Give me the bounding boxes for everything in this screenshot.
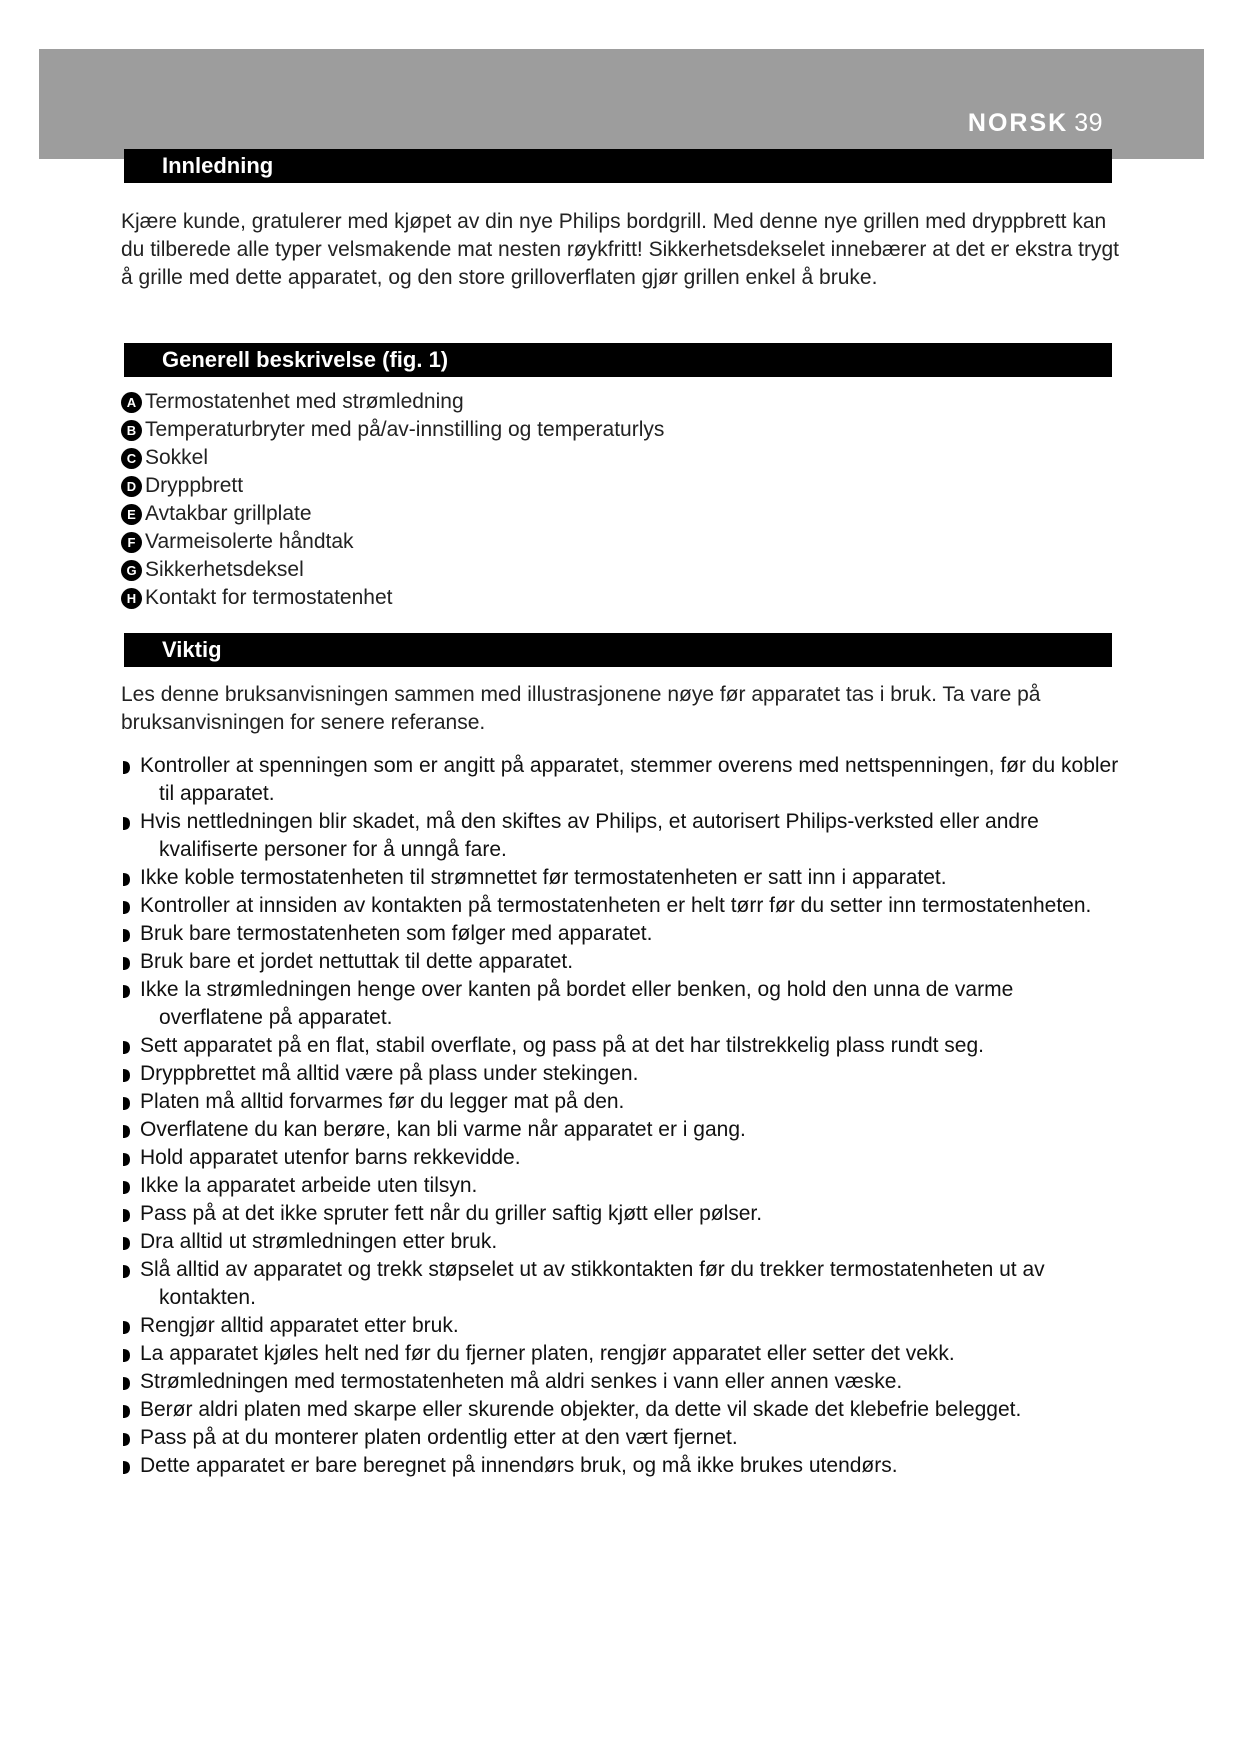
- bullet-icon: [123, 873, 130, 886]
- bullet-icon: [123, 1405, 130, 1418]
- bullet-text: Dryppbrettet må alltid være på plass under stekingen.: [140, 1062, 639, 1085]
- part-letter-badge: F: [121, 532, 142, 553]
- bullet-text: Kontroller at innsiden av kontakten på termostatenheten er helt tørr før du setter inn termostatenheten.: [140, 894, 1092, 917]
- bullet-text: Ikke la apparatet arbeide uten tilsyn.: [140, 1174, 478, 1197]
- list-item: [121, 1144, 1121, 1172]
- part-letter-badge: C: [121, 448, 142, 469]
- bullet-icon: [123, 1097, 130, 1110]
- list-item: [121, 1228, 1121, 1256]
- bullet-icon: [123, 1181, 130, 1194]
- section-heading-description: Generell beskrivelse (fig. 1): [124, 343, 1112, 377]
- bullet-icon: [123, 1461, 130, 1474]
- bullet-icon: [123, 1125, 130, 1138]
- list-item: [121, 864, 1121, 892]
- parts-list: [121, 388, 664, 612]
- list-item: [121, 1088, 1121, 1116]
- bullet-icon: [123, 1041, 130, 1054]
- list-item: [121, 752, 1121, 808]
- bullet-icon: [123, 1153, 130, 1166]
- header-band: [39, 49, 1204, 159]
- list-item: [121, 1368, 1121, 1396]
- part-letter-badge: A: [121, 392, 142, 413]
- part-label: Dryppbrett: [145, 474, 244, 497]
- list-item: [121, 528, 664, 556]
- list-item: [121, 892, 1121, 920]
- bullet-icon: [123, 985, 130, 998]
- part-letter-badge: B: [121, 420, 142, 441]
- bullet-icon: [123, 929, 130, 942]
- bullet-text: Sett apparatet på en flat, stabil overflate, og pass på at det har tilstrekkelig plass rundt seg.: [140, 1034, 984, 1057]
- bullet-icon: [123, 1433, 130, 1446]
- bullet-text: Pass på at det ikke spruter fett når du griller saftig kjøtt eller pølser.: [140, 1202, 763, 1225]
- bullet-text: Rengjør alltid apparatet etter bruk.: [140, 1314, 459, 1337]
- list-item: [121, 1060, 1121, 1088]
- bullet-text: Hold apparatet utenfor barns rekkevidde.: [140, 1146, 521, 1169]
- list-item: [121, 416, 664, 444]
- part-label: Sikkerhetsdeksel: [145, 558, 304, 581]
- list-item: [121, 1424, 1121, 1452]
- list-item: [121, 976, 1121, 1032]
- bullet-text: Overflatene du kan berøre, kan bli varme når apparatet er i gang.: [140, 1118, 746, 1141]
- bullet-text: Dra alltid ut strømledningen etter bruk.: [140, 1230, 498, 1253]
- bullet-text: Berør aldri platen med skarpe eller skurende objekter, da dette vil skade det klebefrie belegget.: [140, 1398, 1022, 1421]
- list-item: [121, 1172, 1121, 1200]
- list-item: [121, 388, 664, 416]
- bullet-text: La apparatet kjøles helt ned før du fjerner platen, rengjør apparatet eller setter det vekk.: [140, 1342, 955, 1365]
- safety-bullet-list: [121, 752, 1121, 1480]
- bullet-icon: [123, 1321, 130, 1334]
- bullet-text: Platen må alltid forvarmes før du legger mat på den.: [140, 1090, 625, 1113]
- list-item: [121, 444, 664, 472]
- list-item: [121, 1200, 1121, 1228]
- list-item: [121, 1256, 1121, 1312]
- list-item: [121, 1312, 1121, 1340]
- bullet-text: Bruk bare termostatenheten som følger med apparatet.: [140, 922, 653, 945]
- bullet-icon: [123, 1209, 130, 1222]
- list-item: [121, 1116, 1121, 1144]
- important-paragraph: Les denne bruksanvisningen sammen med illustrasjonene nøye før apparatet tas i bruk. Ta vare på bruksanvisningen for senere referanse.: [121, 683, 1041, 734]
- part-letter-badge: G: [121, 560, 142, 581]
- page-number: 39: [1074, 109, 1103, 137]
- list-item: [121, 920, 1121, 948]
- bullet-text: Pass på at du monterer platen ordentlig etter at den vært fjernet.: [140, 1426, 738, 1449]
- bullet-icon: [123, 1377, 130, 1390]
- bullet-icon: [123, 1265, 130, 1278]
- list-item: [121, 584, 664, 612]
- list-item: [121, 1340, 1121, 1368]
- list-item: [121, 948, 1121, 976]
- part-label: Termostatenhet med strømledning: [145, 390, 464, 413]
- part-label: Avtakbar grillplate: [145, 502, 312, 525]
- intro-paragraph: Kjære kunde, gratulerer med kjøpet av din nye Philips bordgrill. Med denne nye grillen med dryppbrett kan du tilberede alle typer velsmakende mat nesten røykfritt! Sikkerhetsdekselet innebærer at det er ekstra trygt å grille med dette apparatet, og den store grilloverflaten gjør grillen enkel å bruke.: [121, 210, 1119, 289]
- bullet-text: Hvis nettledningen blir skadet, må den skiftes av Philips, et autorisert Philips-verksted eller andre kvalifiserte personer for å unngå fare.: [140, 810, 1039, 861]
- bullet-text: Slå alltid av apparatet og trekk støpselet ut av stikkontakten før du trekker termostatenheten ut av kontakten.: [140, 1258, 1045, 1309]
- bullet-text: Strømledningen med termostatenheten må aldri senkes i vann eller annen væske.: [140, 1370, 903, 1393]
- part-label: Varmeisolerte håndtak: [145, 530, 354, 553]
- bullet-text: Bruk bare et jordet nettuttak til dette apparatet.: [140, 950, 574, 973]
- bullet-text: Kontroller at spenningen som er angitt på apparatet, stemmer overens med nettspenningen, før du kobler til apparatet.: [140, 754, 1119, 805]
- bullet-text: Ikke koble termostatenheten til strømnettet før termostatenheten er satt inn i apparatet.: [140, 866, 947, 889]
- language-label: NORSK: [967, 109, 1069, 137]
- bullet-icon: [123, 1237, 130, 1250]
- part-label: Kontakt for termostatenhet: [145, 586, 393, 609]
- part-letter-badge: H: [121, 588, 142, 609]
- part-letter-badge: E: [121, 504, 142, 525]
- list-item: [121, 1452, 1121, 1480]
- list-item: [121, 472, 664, 500]
- bullet-text: Ikke la strømledningen henge over kanten på bordet eller benken, og hold den unna de varme overflatene på apparatet.: [140, 978, 1014, 1029]
- bullet-icon: [123, 761, 130, 774]
- bullet-icon: [123, 1069, 130, 1082]
- section-heading-intro: Innledning: [124, 149, 1112, 183]
- bullet-icon: [123, 901, 130, 914]
- part-letter-badge: D: [121, 476, 142, 497]
- page-header: [968, 109, 1103, 138]
- part-label: Temperaturbryter med på/av-innstilling og temperaturlys: [145, 418, 665, 441]
- bullet-icon: [123, 817, 130, 830]
- bullet-text: Dette apparatet er bare beregnet på innendørs bruk, og må ikke brukes utendørs.: [140, 1454, 898, 1477]
- list-item: [121, 1396, 1121, 1424]
- part-label: Sokkel: [145, 446, 209, 469]
- section-heading-important: Viktig: [124, 633, 1112, 667]
- list-item: [121, 1032, 1121, 1060]
- list-item: [121, 556, 664, 584]
- bullet-icon: [123, 1349, 130, 1362]
- list-item: [121, 808, 1121, 864]
- list-item: [121, 500, 664, 528]
- bullet-icon: [123, 957, 130, 970]
